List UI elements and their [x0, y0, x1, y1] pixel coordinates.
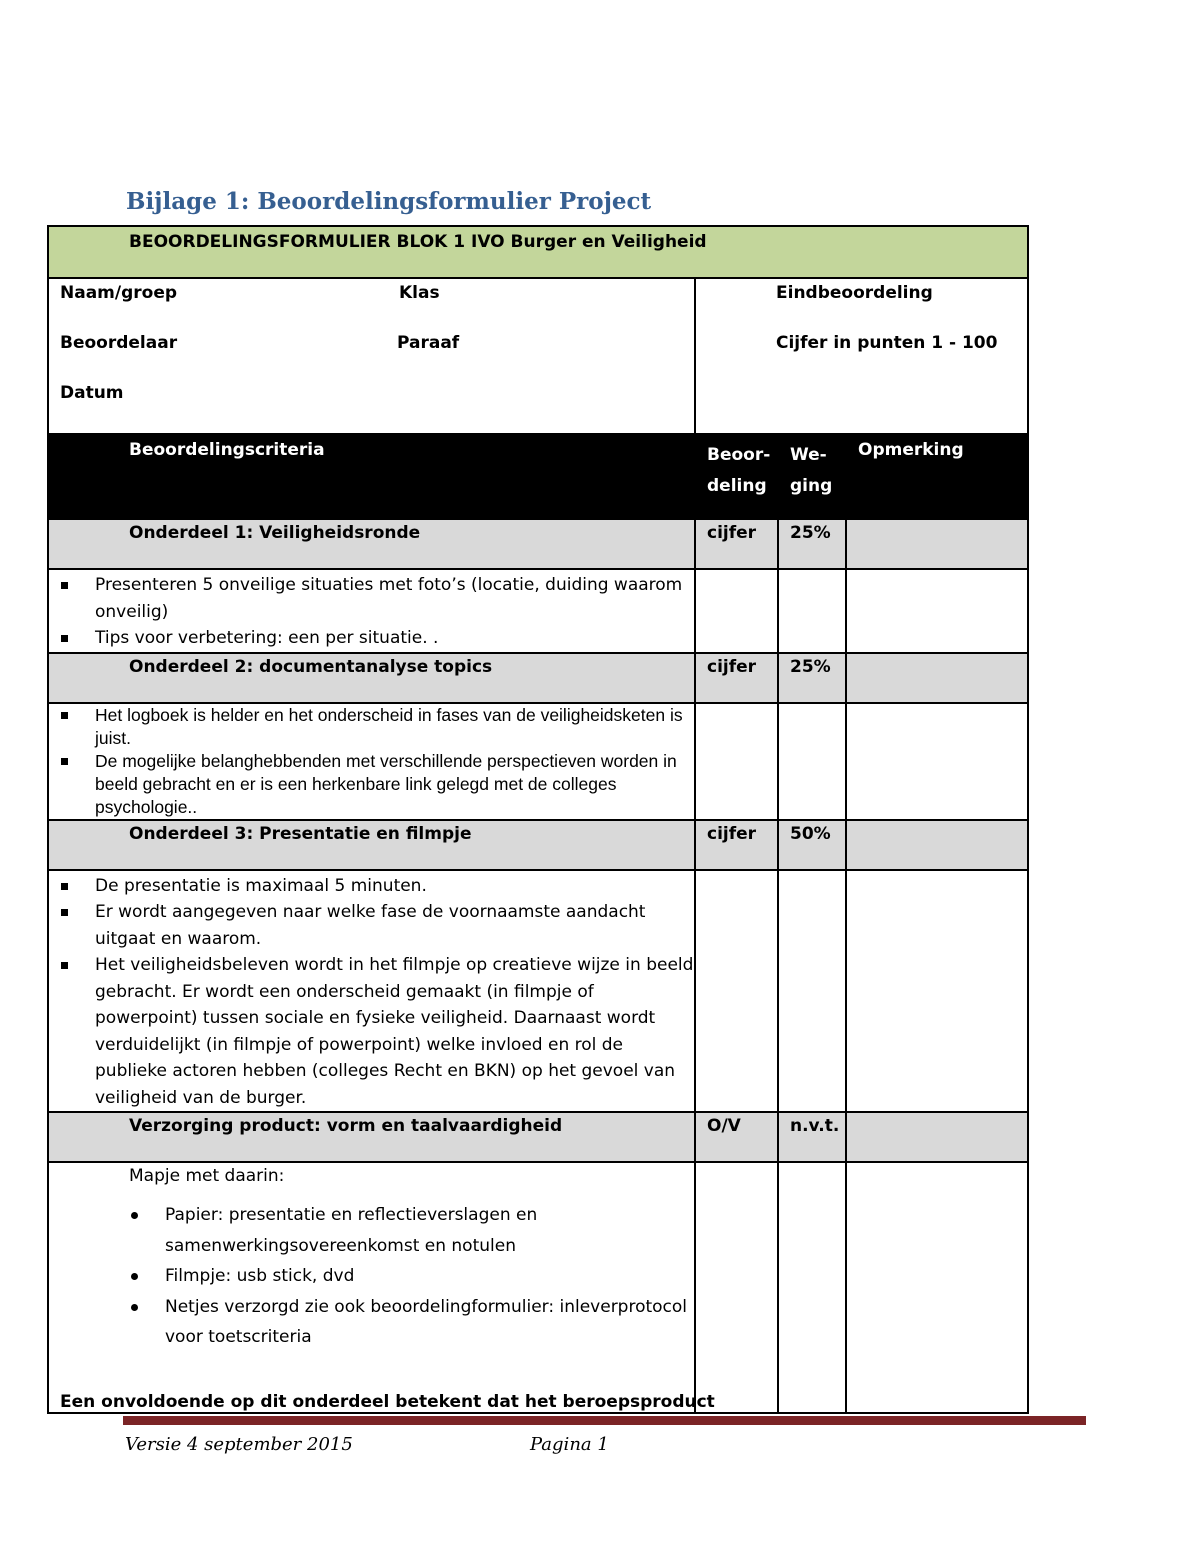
section-criteria-row [48, 569, 1028, 653]
opmerking-header-label: Opmerking [858, 440, 964, 460]
weging-cell [778, 703, 846, 820]
opmerking-input-cell[interactable] [846, 870, 1028, 1113]
section-title: Onderdeel 3: Presentatie en filmpje [48, 820, 695, 870]
beoordeling-header-line1: Beoor- [707, 445, 771, 465]
section-header-row [48, 820, 1028, 870]
criteria-column-header [48, 434, 695, 519]
footer-version: Versie 4 september 2015 [125, 1434, 353, 1455]
criteria-item: Er wordt aangegeven naar welke fase de voornaamste aandacht uitgaat en waarom. [59, 899, 694, 952]
criteria-item: Tips voor verbetering: een per situatie. . [59, 625, 694, 652]
naam-label: Naam/groep [60, 283, 178, 303]
eindbeoordeling-label: Eindbeoordeling [776, 283, 933, 303]
criteria-header-label: Beoordelingscriteria [129, 440, 325, 460]
criteria-item: Het logboek is helder en het onderscheid in fases van de veiligheidsketen is juist. [59, 704, 694, 750]
section-opmerking-cell [846, 1112, 1028, 1162]
beoordeling-header-line2: deling [707, 476, 767, 496]
form-header-title: BEOORDELINGSFORMULIER BLOK 1 IVO Burger en Veiligheid [48, 226, 1028, 278]
section-weging: 25% [778, 653, 846, 703]
section-beoordeling: cijfer [695, 519, 778, 569]
criteria-item: Presenteren 5 onveilige situaties met foto’s (locatie, duiding waarom onveilig) [59, 572, 694, 625]
section-opmerking-cell [846, 653, 1028, 703]
section-beoordeling: cijfer [695, 653, 778, 703]
section-title: Verzorging product: vorm en taalvaardigheid [48, 1112, 695, 1162]
section-header-row [48, 653, 1028, 703]
criteria-item: De mogelijke belanghebbenden met verschillende perspectieven worden in beeld gebracht en er is een herkenbare link gelegd met de colleges psychologie.. [59, 750, 694, 819]
document-title: Bijlage 1: Beoordelingsformulier Project [126, 188, 652, 215]
beoordeling-input-cell[interactable] [695, 569, 778, 653]
weging-cell [778, 1162, 846, 1413]
section-opmerking-cell [846, 519, 1028, 569]
info-left-cell [48, 278, 695, 434]
criteria-item: Netjes verzorgd zie ook beoordelingformulier: inleverprotocol voor toetscriteria [129, 1292, 694, 1353]
beoordeling-column-header [695, 434, 778, 519]
section-beoordeling: cijfer [695, 820, 778, 870]
form-header-row [48, 226, 1028, 278]
weging-cell [778, 569, 846, 653]
beoordeling-input-cell[interactable] [695, 870, 778, 1113]
paraaf-label: Paraaf [397, 333, 460, 353]
section-title: Onderdeel 1: Veiligheidsronde [48, 519, 695, 569]
criteria-item: De presentatie is maximaal 5 minuten. [59, 873, 694, 900]
section-weging: 25% [778, 519, 846, 569]
beoordeling-input-cell[interactable] [695, 703, 778, 820]
footer-divider [123, 1416, 1086, 1425]
section-criteria-row [48, 870, 1028, 1113]
weging-header-line1: We- [790, 445, 827, 465]
criteria-cell [48, 703, 695, 820]
weging-column-header [778, 434, 846, 519]
section-weging: 50% [778, 820, 846, 870]
info-row [48, 278, 1028, 434]
section-weging: n.v.t. [778, 1112, 846, 1162]
section-criteria-row [48, 703, 1028, 820]
section-header-row [48, 1112, 1028, 1162]
criteria-cell [48, 569, 695, 653]
criteria-item: Papier: presentatie en reflectieverslagen en samenwerkingsovereenkomst en notulen [129, 1200, 694, 1261]
opmerking-input-cell[interactable] [846, 569, 1028, 653]
beoordelaar-label: Beoordelaar [60, 333, 178, 353]
weging-header-line2: ging [790, 476, 833, 496]
section-criteria-row [48, 1162, 1028, 1413]
section-title: Onderdeel 2: documentanalyse topics [48, 653, 695, 703]
section-intro: Mapje met daarin: [129, 1166, 285, 1186]
opmerking-column-header [846, 434, 1028, 519]
info-right-cell [695, 278, 1028, 434]
klas-label: Klas [399, 283, 440, 303]
cijfer-punten-label: Cijfer in punten 1 - 100 [776, 333, 998, 353]
opmerking-input-cell[interactable] [846, 703, 1028, 820]
column-header-row [48, 434, 1028, 519]
datum-label: Datum [60, 383, 124, 403]
opmerking-input-cell[interactable] [846, 1162, 1028, 1413]
footer-page-number: Pagina 1 [530, 1434, 609, 1455]
criteria-cell [48, 1162, 715, 1413]
section-beoordeling: O/V [695, 1112, 778, 1162]
section-note: Een onvoldoende op dit onderdeel betekent dat het beroepsproduct [60, 1392, 715, 1412]
criteria-item: Het veiligheidsbeleven wordt in het filmpje op creatieve wijze in beeld gebracht. Er wordt een onderscheid gemaakt (in filmpje of powerpoint) tussen sociale en fysieke veiligheid. Daarnaast wordt verduidelijkt (in filmpje of powerpoint) welke invloed en rol de publieke actoren hebben (colleges Recht en BKN) op het gevoel van veiligheid van de burger. [59, 952, 694, 1111]
criteria-item: Filmpje: usb stick, dvd [129, 1261, 694, 1292]
assessment-form-table [47, 225, 1029, 1414]
beoordeling-input-cell[interactable] [695, 1162, 778, 1413]
section-opmerking-cell [846, 820, 1028, 870]
section-header-row [48, 519, 1028, 569]
criteria-cell [48, 870, 695, 1113]
weging-cell [778, 870, 846, 1113]
